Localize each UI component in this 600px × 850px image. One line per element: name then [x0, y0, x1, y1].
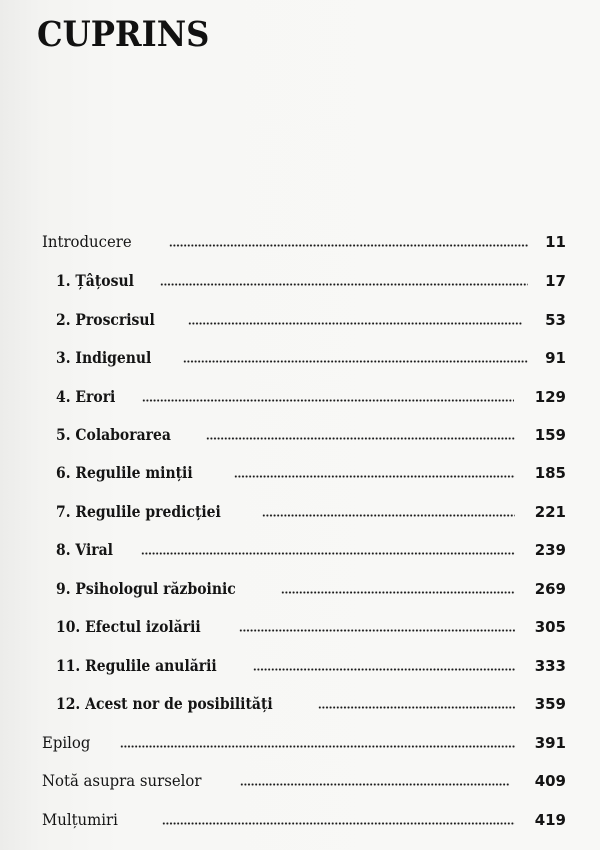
toc-entry-chapter-3[interactable]: [0, 346, 600, 370]
toc-entry-label: Epilog: [42, 733, 91, 752]
toc-entry-page: 221: [534, 503, 566, 521]
toc-entry-label: 1. Țâțosul: [56, 271, 134, 290]
toc-entry-page: 359: [534, 695, 566, 713]
toc-entry-page: 159: [534, 426, 566, 444]
toc-entry-chapter-4[interactable]: [0, 385, 600, 409]
toc-entry-epilog[interactable]: [0, 731, 600, 755]
dot-leader: [234, 475, 515, 478]
toc-entry-label: 4. Erori: [56, 387, 116, 406]
toc-entry-label: 12. Acest nor de posibilități: [56, 694, 273, 713]
toc-entry-label: Mulțumiri: [42, 810, 118, 829]
dot-leader: [183, 360, 528, 363]
toc-entry-page: 419: [534, 811, 566, 829]
toc-entry-page: 239: [534, 541, 566, 559]
dot-leader: [142, 399, 514, 402]
dot-leader: [169, 244, 528, 247]
toc-entry-label: 6. Regulile minții: [56, 463, 193, 482]
dot-leader: [262, 514, 515, 517]
dot-leader: [141, 552, 515, 555]
toc-entry-page: 269: [534, 580, 566, 598]
toc-entry-page: 185: [534, 464, 566, 482]
toc-entry-label: 5. Colaborarea: [56, 425, 171, 444]
toc-entry-chapter-8[interactable]: [0, 538, 600, 562]
toc-entry-label: 7. Regulile predicției: [56, 502, 221, 521]
dot-leader: [239, 629, 515, 632]
toc-entry-page: 305: [534, 618, 566, 636]
toc-entry-introducere[interactable]: [0, 230, 600, 254]
toc-entry-chapter-1[interactable]: [0, 269, 600, 293]
toc-entry-label: 9. Psihologul războinic: [56, 579, 236, 598]
dot-leader: [162, 822, 515, 825]
toc-entry-chapter-9[interactable]: [0, 577, 600, 601]
toc-entry-chapter-6[interactable]: [0, 461, 600, 485]
toc-entry-label: 11. Regulile anulării: [56, 656, 217, 675]
page-title: CUPRINS: [37, 14, 210, 55]
toc-entry-page: 409: [534, 772, 566, 790]
dot-leader: [188, 322, 522, 325]
toc-entry-chapter-2[interactable]: [0, 308, 600, 332]
toc-entry-chapter-11[interactable]: [0, 654, 600, 678]
toc-entry-label: 8. Viral: [56, 540, 113, 559]
toc-entry-page: 91: [545, 349, 566, 367]
toc-entry-label: 10. Efectul izolării: [56, 617, 201, 636]
toc-entry-page: 129: [534, 388, 566, 406]
toc-entry-nota-asupra-surselor[interactable]: [0, 769, 600, 793]
dot-leader: [206, 437, 515, 440]
toc-entry-chapter-10[interactable]: [0, 615, 600, 639]
toc-entry-chapter-7[interactable]: [0, 500, 600, 524]
dot-leader: [160, 283, 528, 286]
toc-entry-chapter-12[interactable]: [0, 692, 600, 716]
dot-leader: [318, 706, 515, 709]
toc-entry-page: 333: [534, 657, 566, 675]
toc-entry-label: 2. Proscrisul: [56, 310, 155, 329]
dot-leader: [240, 783, 510, 786]
toc-entry-multumiri[interactable]: [0, 808, 600, 832]
toc-entry-label: Introducere: [42, 232, 132, 251]
toc-entry-page: 17: [545, 272, 566, 290]
dot-leader: [120, 745, 515, 748]
toc-entry-page: 391: [534, 734, 566, 752]
dot-leader: [281, 591, 515, 594]
toc-entry-page: 11: [545, 233, 566, 251]
toc-entry-label: 3. Indigenul: [56, 348, 152, 367]
toc-entry-page: 53: [545, 311, 566, 329]
dot-leader: [253, 668, 515, 671]
toc-entry-chapter-5[interactable]: [0, 423, 600, 447]
toc-entry-label: Notă asupra surselor: [42, 771, 202, 790]
